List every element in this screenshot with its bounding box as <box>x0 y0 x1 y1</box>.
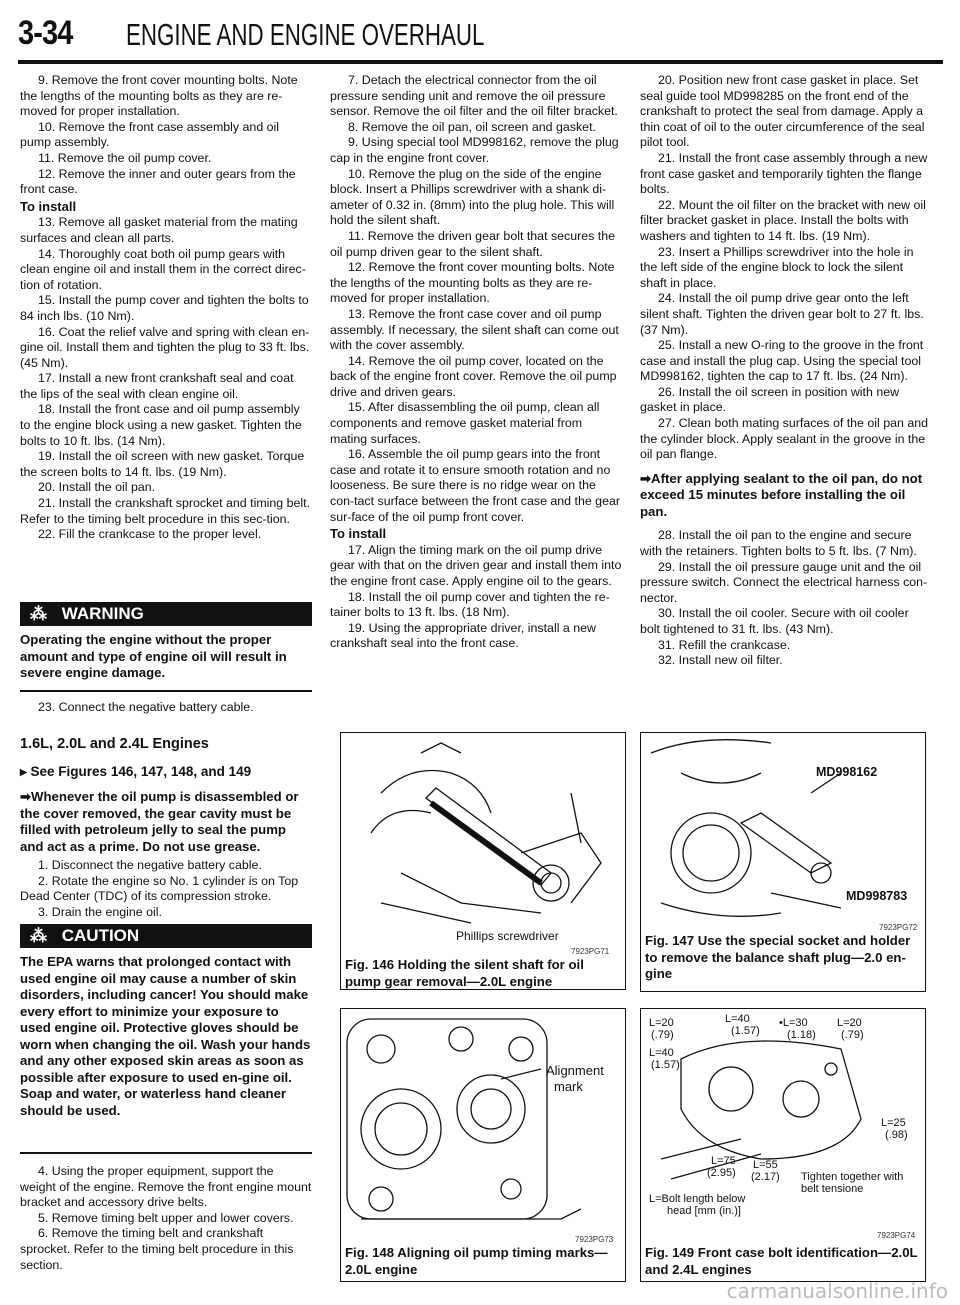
step: 20. Position new front case gasket in place. Set seal guide tool MD998285 on the front end of the crankshaft to protect the seal from damage. Apply a thin coat of oil to the outer circumference of the seal pilot tool. <box>640 73 925 150</box>
header-rule <box>18 60 943 64</box>
watermark: carmanualsonline.info <box>726 1279 948 1303</box>
step: 17. Install a new front crankshaft seal and coat the lips of the seal with clean engine oil. <box>20 371 294 401</box>
step: 14. Remove the oil pump cover, located on the back of the engine front cover. Remove the oil pump drive and driven gears. <box>330 353 617 399</box>
bolt-label: L=75 <box>711 1155 736 1167</box>
arrow-icon: ▸ <box>20 764 31 779</box>
bolt-label: L=55 <box>753 1159 778 1171</box>
section-title: 1.6L, 2.0L and 2.4L Engines <box>20 736 209 752</box>
fig148-label-2: mark <box>554 1079 583 1094</box>
fig146-id: 7923PG71 <box>571 947 610 956</box>
fig147-label-1: MD998162 <box>816 765 878 779</box>
fig149-id: 7923PG74 <box>877 1231 916 1240</box>
fig148-id: 7923PG73 <box>575 1235 614 1244</box>
step: 11. Remove the oil pump cover. <box>38 150 212 165</box>
step: 30. Install the oil cooler. Secure with oil cooler bolt tightened to 31 ft. lbs. (43 Nm). <box>640 606 909 636</box>
fig148-label-1: Alignment <box>546 1063 604 1078</box>
step: 7. Detach the electrical connector from the oil pressure sending unit and remove the oil pressure sensor. Remove the oil filter and the oil filter bracket. <box>330 73 618 119</box>
step: 21. Install the crankshaft sprocket and timing belt. Refer to the timing belt procedure in this sec-tion. <box>20 496 311 526</box>
legend-line-2: head [mm (in.)] <box>667 1205 741 1217</box>
step: 2. Rotate the engine so No. 1 cylinder is on Top Dead Center (TDC) of its compression stroke. <box>20 873 299 904</box>
column-1-top <box>20 73 312 543</box>
column-1-step23 <box>20 700 312 716</box>
step: 6. Remove the timing belt and crankshaft sprocket. Refer to the timing belt procedure in this section. <box>20 1226 294 1272</box>
step: 12. Remove the inner and outer gears from the front case. <box>20 166 296 197</box>
caution-icon: ⁂ <box>30 926 47 945</box>
divider <box>20 1152 312 1154</box>
tighten-note: Tighten together with belt tensione <box>801 1171 904 1195</box>
step: 16. Assemble the oil pump gears into the front case and rotate it to ensure smooth rotation and no looseness. Be sure there is no ridge wear on the con-tact surface between the front case and the gear sur-face of the oil pump front cover. <box>330 447 620 524</box>
fig146-caption: Fig. 146 Holding the silent shaft for oil pump gear removal—2.0L engine <box>345 957 584 989</box>
warning-icon: ⁂ <box>30 604 47 623</box>
fig147-caption: Fig. 147 Use the special socket and holder to remove the balance shaft plug—2.0 en-gine <box>645 933 911 981</box>
bolt-label: (2.17) <box>751 1171 780 1183</box>
fig146-label: Phillips screwdriver <box>456 929 559 943</box>
figure-146 <box>340 732 626 990</box>
warning-banner <box>20 602 312 626</box>
step: 26. Install the oil screen in position with new gasket in place. <box>640 384 900 415</box>
step: 17. Align the timing mark on the oil pump drive gear with that on the driven gear and install them into the engine front case. Apply engine oil to the gears. <box>330 542 622 588</box>
column-3 <box>640 73 930 669</box>
see-figures: ▸ See Figures 146, 147, 148, and 149 <box>20 764 252 779</box>
subheading-to-install: To install <box>330 526 387 542</box>
step: 24. Install the oil pump drive gear onto the left silent shaft. Tighten the driven gear bolt to 27 ft. lbs. (37 Nm). <box>640 291 924 337</box>
column-1-bottom <box>20 1164 312 1273</box>
figure-148 <box>340 1008 626 1282</box>
bolt-label: (1.57) <box>651 1059 680 1071</box>
step: 28. Install the oil pan to the engine and secure with the retainers. Tighten bolts to 5 ft. lbs. (7 Nm). <box>640 528 917 558</box>
bolt-label: L=20 <box>649 1017 674 1029</box>
step: 13. Remove the front case cover and oil pump assembly. If necessary, the silent shaft can come out with the cover assembly. <box>330 306 619 353</box>
column-2 <box>330 73 622 652</box>
caution-banner <box>20 924 312 948</box>
fig147-id: 7923PG72 <box>879 923 918 932</box>
bolt-label: L=40 <box>649 1047 674 1059</box>
bolt-label: (1.57) <box>731 1025 760 1037</box>
step: 16. Coat the relief valve and spring with clean en-gine oil. Install them and tighten the plug to 33 ft. lbs. (45 Nm). <box>20 324 310 370</box>
page-header <box>18 10 943 62</box>
step: 23. Connect the negative battery cable. <box>38 700 254 714</box>
step: 10. Remove the plug on the side of the engine block. Insert a Phillips screwdriver with a shank di-ameter of 0.32 in. (8mm) into the plug hole. This will hold the silent shaft. <box>330 166 615 228</box>
step: 14. Thoroughly coat both oil pump gears with clean engine oil and install them in the correct direc-tion of rotation. <box>20 246 306 292</box>
step: 20. Install the oil pan. <box>38 480 156 495</box>
section-steps <box>20 858 312 920</box>
subheading-to-install: To install <box>20 198 77 214</box>
socket-holder-illustration <box>641 733 925 933</box>
gear-alignment-illustration <box>341 1009 625 1229</box>
warning-label: WARNING <box>61 604 144 623</box>
step: 18. Install the front case and oil pump assembly to the engine block using a new gasket. Tighten the bolts to 10 ft. lbs. (14 Nm). <box>20 402 302 448</box>
section-note: ➡Whenever the oil pump is disassembled or the cover removed, the gear cavity must be filled with petroleum jelly to seal the pump and act as a prime. Do not use grease. <box>20 789 299 854</box>
step: 11. Remove the driven gear bolt that secures the oil pump driven gear to the silent shaft. <box>330 228 616 259</box>
step: 3. Drain the engine oil. <box>38 904 162 919</box>
bolt-label: (.98) <box>885 1129 908 1141</box>
bolt-label: L=40 <box>725 1013 750 1025</box>
caution-label: CAUTION <box>61 926 140 945</box>
step: 31. Refill the crankcase. <box>658 637 791 652</box>
step: 15. After disassembling the oil pump, clean all components and remove gasket material from mating surfaces. <box>330 400 600 446</box>
bolt-label: (1.18) <box>787 1029 816 1041</box>
bolt-label: •L=30 <box>779 1017 808 1029</box>
step: 4. Using the proper equipment, support the weight of the engine. Remove the front engine mount bracket and accessory drive belts. <box>20 1164 312 1210</box>
page-number: 3-34 <box>18 14 73 52</box>
oil-pan-note: ➡After applying sealant to the oil pan, do not exceed 15 minutes before installing the oil pan. <box>640 470 923 519</box>
step: 25. Install a new O-ring to the groove in the front case and install the plug cap. Using the special tool MD998162, tighten the cap to 17 ft. lbs. (24 Nm). <box>640 338 924 384</box>
step: 10. Remove the front case assembly and oil pump assembly. <box>20 119 280 150</box>
bolt-label: L=25 <box>881 1117 906 1129</box>
step: 19. Using the appropriate driver, install a new crankshaft seal into the front case. <box>330 620 596 651</box>
bolt-label: (2.95) <box>707 1167 736 1179</box>
figure-147 <box>640 732 926 992</box>
step: 22. Mount the oil filter on the bracket with new oil filter bracket gasket in place. Install the bolts with washers and tighten to 14 ft. lbs. (19 Nm). <box>640 197 926 243</box>
fig147-label-2: MD998783 <box>846 889 908 903</box>
step: 8. Remove the oil pan, oil screen and gasket. <box>348 119 596 134</box>
figure-149 <box>640 1008 926 1282</box>
bolt-label: (.79) <box>841 1029 864 1041</box>
step: 18. Install the oil pump cover and tighten the re-tainer bolts to 13 ft. lbs. (18 Nm). <box>330 589 610 620</box>
screwdriver-illustration <box>341 733 625 933</box>
divider <box>20 690 312 692</box>
step: 27. Clean both mating surfaces of the oil pan and the cylinder block. Apply sealant in the groove in the oil pan flange. <box>640 416 929 462</box>
step: 19. Install the oil screen with new gasket. Torque the screen bolts to 14 ft. lbs. (19 Nm). <box>20 449 305 479</box>
step: 15. Install the pump cover and tighten the bolts to 84 inch lbs. (10 Nm). <box>20 293 309 323</box>
step: 5. Remove timing belt upper and lower covers. <box>38 1210 294 1225</box>
bolt-label: L=20 <box>837 1017 862 1029</box>
step: 21. Install the front case assembly through a new front case gasket and temporarily tighten the flange bolts. <box>640 150 928 197</box>
caution-text: The EPA warns that prolonged contact with used engine oil may cause a number of skin disorders, including cancer! You should make every effort to minimize your exposure to used engine oil. Protective gloves should be worn when changing the oil. Wash your hands and any other exposed skin areas as soon as possible after exposure to used en-gine oil. Soap and water, or waterless hand cleaner should be used. <box>20 954 311 1118</box>
page-title: ENGINE AND ENGINE OVERHAUL <box>126 17 485 52</box>
step: 32. Install new oil filter. <box>658 653 783 668</box>
step: 12. Remove the front cover mounting bolts. Note the lengths of the mounting bolts as they are re-moved for proper installation. <box>330 260 615 306</box>
legend-line-1: L=Bolt length below <box>649 1193 746 1205</box>
fig148-caption: Fig. 148 Aligning oil pump timing marks—2.0L engine <box>345 1245 608 1277</box>
step: 13. Remove all gasket material from the mating surfaces and clean all parts. <box>20 215 298 245</box>
warning-text: Operating the engine without the proper amount and type of engine oil will result in severe engine damage. <box>20 632 287 680</box>
step: 22. Fill the crankcase to the proper level. <box>38 527 262 542</box>
step: 1. Disconnect the negative battery cable. <box>38 858 262 872</box>
fig149-caption: Fig. 149 Front case bolt identification—2.0L and 2.4L engines <box>645 1245 918 1277</box>
step: 23. Insert a Phillips screwdriver into the hole in the left side of the engine block to lock the silent shaft in place. <box>640 244 914 290</box>
step: 29. Install the oil pressure gauge unit and the oil pressure switch. Connect the electrical harness con-nector. <box>640 559 928 605</box>
step: 9. Remove the front cover mounting bolts. Note the lengths of the mounting bolts as they are re-moved for proper installation. <box>20 73 298 119</box>
bolt-label: (.79) <box>651 1029 674 1041</box>
step: 9. Using special tool MD998162, remove the plug cap in the engine front cover. <box>330 135 619 165</box>
